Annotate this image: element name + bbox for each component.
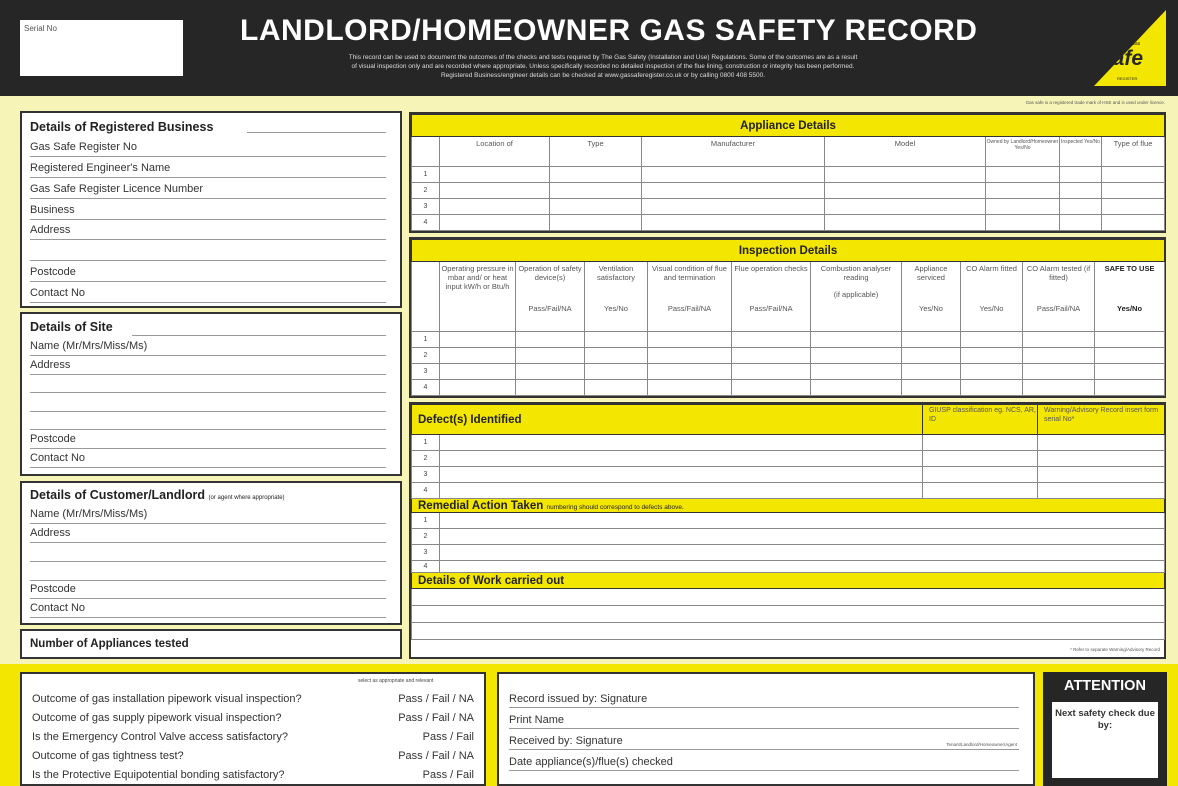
field-label: Name (Mr/Mrs/Miss/Ms) [30, 508, 150, 520]
field-label: Postcode [30, 433, 79, 445]
row-number: 3 [412, 199, 440, 215]
col-header-text: SAFE TO USE [1104, 264, 1155, 273]
row-number: 2 [412, 348, 440, 364]
col-header: Model [825, 137, 986, 167]
customer-contact-field[interactable] [30, 598, 386, 618]
checks-note: select as appropriate and relevant [358, 678, 434, 684]
site-address-line[interactable] [30, 392, 386, 412]
remedial-title [412, 499, 1165, 513]
col-header-text: Combustion analyser reading [820, 264, 892, 282]
col-header-note: Pass/Fail/NA [667, 304, 712, 313]
field-label: Record issued by: Signature [509, 693, 650, 705]
site-name-field[interactable] [30, 336, 386, 356]
field-label: Postcode [30, 583, 79, 595]
field-label: Gas Safe Register Licence Number [30, 183, 206, 195]
site-contact-field[interactable] [30, 448, 386, 468]
field-label: Registered Engineer's Name [30, 162, 173, 174]
field-label: Business [30, 204, 78, 216]
row-number: 4 [412, 380, 440, 396]
table-row[interactable] [412, 215, 1165, 231]
business-address-field[interactable] [30, 220, 386, 240]
table-row[interactable] [412, 167, 1165, 183]
row-number: 2 [412, 529, 440, 545]
appliances-tested-label: Number of Appliances tested [30, 638, 189, 650]
check-options[interactable]: Pass / Fail [422, 769, 474, 781]
inspection-details-title: Inspection Details [412, 240, 1165, 262]
table-row[interactable] [412, 513, 1165, 529]
date-checked-field[interactable] [509, 752, 1019, 771]
customer-title [30, 488, 285, 502]
table-row[interactable] [412, 451, 1165, 467]
col-header-text: Visual condition of flue and termination [652, 264, 727, 282]
table-row[interactable] [412, 561, 1165, 573]
col-header: Type of flue [1102, 137, 1165, 167]
customer-address-line[interactable] [30, 561, 386, 581]
table-row[interactable] [412, 199, 1165, 215]
check-row[interactable] [32, 691, 474, 710]
field-label: Contact No [30, 452, 88, 464]
col-header-note: (if applicable) [833, 290, 879, 299]
table-row[interactable] [412, 348, 1165, 364]
next-check-date-field[interactable] [1052, 702, 1158, 778]
table-row[interactable] [412, 380, 1165, 396]
warning-record-header: Warning/Advisory Record insert form serial No* [1038, 405, 1165, 435]
work-line[interactable] [412, 606, 1165, 623]
field-label: Address [30, 359, 73, 371]
gas-safe-register-no-field[interactable] [30, 137, 386, 157]
footnote: * Refer to separate Warning/Advisory Record [1070, 647, 1160, 652]
row-number: 1 [412, 513, 440, 529]
row-number: 1 [412, 167, 440, 183]
check-options[interactable]: Pass / Fail / NA [398, 750, 474, 762]
logo-text: safe [1101, 47, 1144, 70]
row-number: 4 [412, 215, 440, 231]
intro-line: This record can be used to document the outcomes of the checks and tests required by The Gas Safety (Installation and Use) Regulations. Some of the outcomes are as a result [348, 54, 858, 61]
intro-text [228, 53, 978, 80]
business-panel [20, 111, 402, 308]
appliance-details-title: Appliance Details [412, 115, 1165, 137]
work-line[interactable] [412, 589, 1165, 606]
col-header-text: Ventilation satisfactory [597, 264, 635, 282]
field-label: Gas Safe Register No [30, 141, 140, 153]
check-options[interactable]: Pass / Fail [422, 731, 474, 743]
business-title: Details of Registered Business [30, 120, 214, 134]
field-label: Contact No [30, 602, 88, 614]
site-title-line [132, 316, 386, 336]
appliance-details-table [409, 112, 1166, 233]
table-row[interactable] [412, 183, 1165, 199]
check-question: Is the Emergency Control Valve access satisfactory? [32, 731, 288, 743]
col-header-note: Yes/No [604, 304, 628, 313]
intro-line: Registered Business/engineer details can be checked at www.gassaferegister.co.uk or by calling 0800 408 5500. [440, 72, 766, 79]
table-row[interactable] [412, 332, 1165, 348]
field-label: Postcode [30, 266, 79, 278]
col-header [961, 262, 1023, 332]
logo-small-text: Gas [1131, 41, 1141, 47]
serial-label: Serial No [24, 24, 57, 33]
col-header-note: Pass/Fail/NA [749, 304, 793, 313]
page-title: LANDLORD/HOMEOWNER GAS SAFETY RECORD [240, 14, 978, 47]
remedial-note: numbering should correspond to defects above. [546, 503, 684, 511]
field-label: Print Name [509, 714, 567, 726]
check-row[interactable] [32, 710, 474, 729]
logo-register-text: REGISTER [1117, 76, 1138, 81]
table-row[interactable] [412, 467, 1165, 483]
table-row[interactable] [412, 364, 1165, 380]
col-header-note: Pass/Fail/NA [1036, 304, 1081, 313]
row-number: 2 [412, 183, 440, 199]
business-postcode-field[interactable] [30, 262, 386, 282]
site-panel [20, 312, 402, 476]
check-question: Outcome of gas tightness test? [32, 750, 184, 762]
col-header [440, 262, 516, 332]
site-address-line[interactable] [30, 373, 386, 393]
table-row[interactable] [412, 435, 1165, 451]
check-row[interactable] [32, 767, 474, 786]
remedial-title-text: Remedial Action Taken [418, 499, 544, 512]
customer-address-field[interactable] [30, 523, 386, 543]
col-header: Location of [440, 137, 550, 167]
business-contact-field[interactable] [30, 283, 386, 303]
col-header-text: Operation of safety device(s) [518, 264, 582, 282]
col-header-note: Yes/No [919, 304, 943, 313]
customer-title-note: (or agent where appropriate) [208, 495, 285, 501]
col-header-note: Yes/No [1117, 304, 1143, 313]
check-question: Is the Protective Equipotential bonding satisfactory? [32, 769, 285, 781]
field-label: Contact No [30, 287, 88, 299]
col-header-text: Flue operation checks [734, 264, 808, 273]
table-row[interactable] [412, 545, 1165, 561]
site-postcode-field[interactable] [30, 429, 386, 449]
received-signature-field[interactable] [509, 731, 1019, 750]
customer-panel [20, 481, 402, 625]
defects-title: Defect(s) Identified [412, 405, 923, 435]
intro-line: of visual inspection only and are recorded where appropriate. Unless specifically recorded no detailed inspection of the flue lining, construction or integrity has been performed. [351, 63, 855, 70]
defects-table [409, 402, 1166, 659]
serial-number-field[interactable] [20, 20, 183, 76]
col-header [648, 262, 732, 332]
customer-postcode-field[interactable] [30, 579, 386, 599]
attention-title: ATTENTION [1064, 678, 1146, 694]
work-line[interactable] [412, 623, 1165, 640]
licence-number-field[interactable] [30, 179, 386, 199]
customer-name-field[interactable] [30, 504, 386, 524]
col-header [1095, 262, 1165, 332]
check-question: Outcome of gas installation pipework visual inspection? [32, 693, 302, 705]
check-question: Outcome of gas supply pipework visual inspection? [32, 712, 282, 724]
col-header: Owned by Landlord/Homeowner Yes/No [986, 137, 1060, 167]
check-options[interactable]: Pass / Fail / NA [398, 712, 474, 724]
row-number: 4 [412, 483, 440, 499]
trademark-notice: Gas safe is a registered trade mark of HSE and is used under licence. [1025, 100, 1165, 105]
col-header: Inspected Yes/No [1060, 137, 1102, 167]
site-address-line[interactable] [30, 410, 386, 430]
row-number: 1 [412, 332, 440, 348]
row-number: 3 [412, 364, 440, 380]
giusp-header: GIUSP classification eg. NCS, AR, ID [923, 405, 1038, 435]
business-name-field[interactable] [30, 200, 386, 220]
col-header: Manufacturer [642, 137, 825, 167]
field-label: Address [30, 527, 73, 539]
field-label: Date appliance(s)/flue(s) checked [509, 756, 676, 768]
col-header [732, 262, 811, 332]
table-row[interactable] [412, 483, 1165, 499]
header [0, 0, 1178, 96]
check-row[interactable] [32, 729, 474, 748]
row-number: 4 [412, 561, 440, 573]
inspection-details-table [409, 237, 1166, 398]
customer-address-line[interactable] [30, 542, 386, 562]
engineer-name-field[interactable] [30, 158, 386, 178]
checks-panel [20, 672, 486, 786]
col-header [811, 262, 902, 332]
table-row[interactable] [412, 529, 1165, 545]
appliances-tested-panel[interactable] [20, 629, 402, 659]
row-number: 1 [412, 435, 440, 451]
site-title: Details of Site [30, 320, 113, 334]
col-header [902, 262, 961, 332]
received-note: Tenant/Landlord/Homeowner/Agent [946, 742, 1017, 747]
signature-panel [497, 672, 1035, 786]
col-header-text: CO Alarm tested (if fitted) [1026, 264, 1091, 282]
issued-signature-field[interactable] [509, 689, 1019, 708]
check-row[interactable] [32, 748, 474, 767]
check-options[interactable]: Pass / Fail / NA [398, 693, 474, 705]
row-number: 3 [412, 467, 440, 483]
attention-box [1043, 672, 1167, 786]
work-title: Details of Work carried out [412, 573, 1165, 589]
print-name-field[interactable] [509, 710, 1019, 729]
col-header [516, 262, 585, 332]
col-header-note: Yes/No [979, 304, 1004, 313]
col-header: Type [550, 137, 642, 167]
next-check-label: Next safety check due by: [1055, 708, 1155, 731]
col-header [1023, 262, 1095, 332]
row-number: 3 [412, 545, 440, 561]
col-header-text: Appliance serviced [914, 264, 948, 282]
col-header [585, 262, 648, 332]
business-address-line[interactable] [30, 241, 386, 261]
field-label: Address [30, 224, 73, 236]
site-address-field[interactable] [30, 355, 386, 375]
field-label: Received by: Signature [509, 735, 626, 747]
customer-title-text: Details of Customer/Landlord [30, 488, 206, 502]
field-label: Name (Mr/Mrs/Miss/Ms) [30, 340, 150, 352]
row-number: 2 [412, 451, 440, 467]
col-header-note: Pass/Fail/NA [528, 304, 572, 313]
col-header-text: CO Alarm fitted [966, 264, 1017, 273]
col-header-text: Operating pressure in mbar and/ or heat input kW/h or Btu/h [441, 264, 514, 291]
